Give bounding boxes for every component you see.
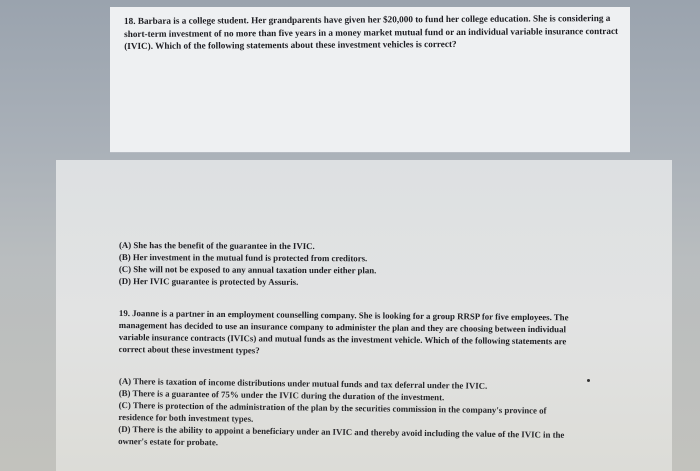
question-18-option-c: (C) She will not be exposed to any annual taxation under either plan. xyxy=(118,263,377,276)
question-18-option-d: (D) Her IVIC guarantee is protected by Assuris. xyxy=(118,275,299,287)
question-18-options xyxy=(119,240,599,290)
question-19-text-block xyxy=(119,308,569,360)
question-19-options xyxy=(118,376,569,454)
question-18-text: 18. Barbara is a college student. Her grandparents have given her $20,000 to fund her college education. She is considering a short-term investment of no more than five years in a money market mutual fund or an individual variable insurance contract (IVIC). Which of the following statements about these investment vehicles is correct? xyxy=(124,13,619,52)
question-page xyxy=(56,160,672,471)
question-19-option-d: (D) There is the ability to appoint a beneficiary under an IVIC and thereby avoid including the value of the IVIC in the owner's estate for probate. xyxy=(118,423,565,448)
question-19-text: 19. Joanne is a partner in an employment counselling company. She is looking for a group RRSP for five employees. The management has decided to use an insurance company to administer the plan and they are choosing between individual variable insurance contracts (IVICs) and mutual funds as the investment vehicle. Which of the following statements are correct about these investment types? xyxy=(118,308,569,356)
question-19-option-a: (A) There is taxation of income distributions under mutual funds and tax deferral under the IVIC. xyxy=(118,376,488,391)
stray-mark xyxy=(587,379,590,382)
question-19-option-b: (B) There is a guarantee of 75% under the IVIC during the duration of the investment. xyxy=(118,387,445,403)
question-18-page xyxy=(110,7,630,153)
question-18-option-b: (B) Her investment in the mutual fund is protected from creditors. xyxy=(118,251,368,264)
question-18-option-a: (A) She has the benefit of the guarantee in the IVIC. xyxy=(118,240,315,252)
question-19-option-c: (C) There is protection of the administration of the plan by the securities commission in the company's province of residence for both investment types. xyxy=(118,399,547,424)
